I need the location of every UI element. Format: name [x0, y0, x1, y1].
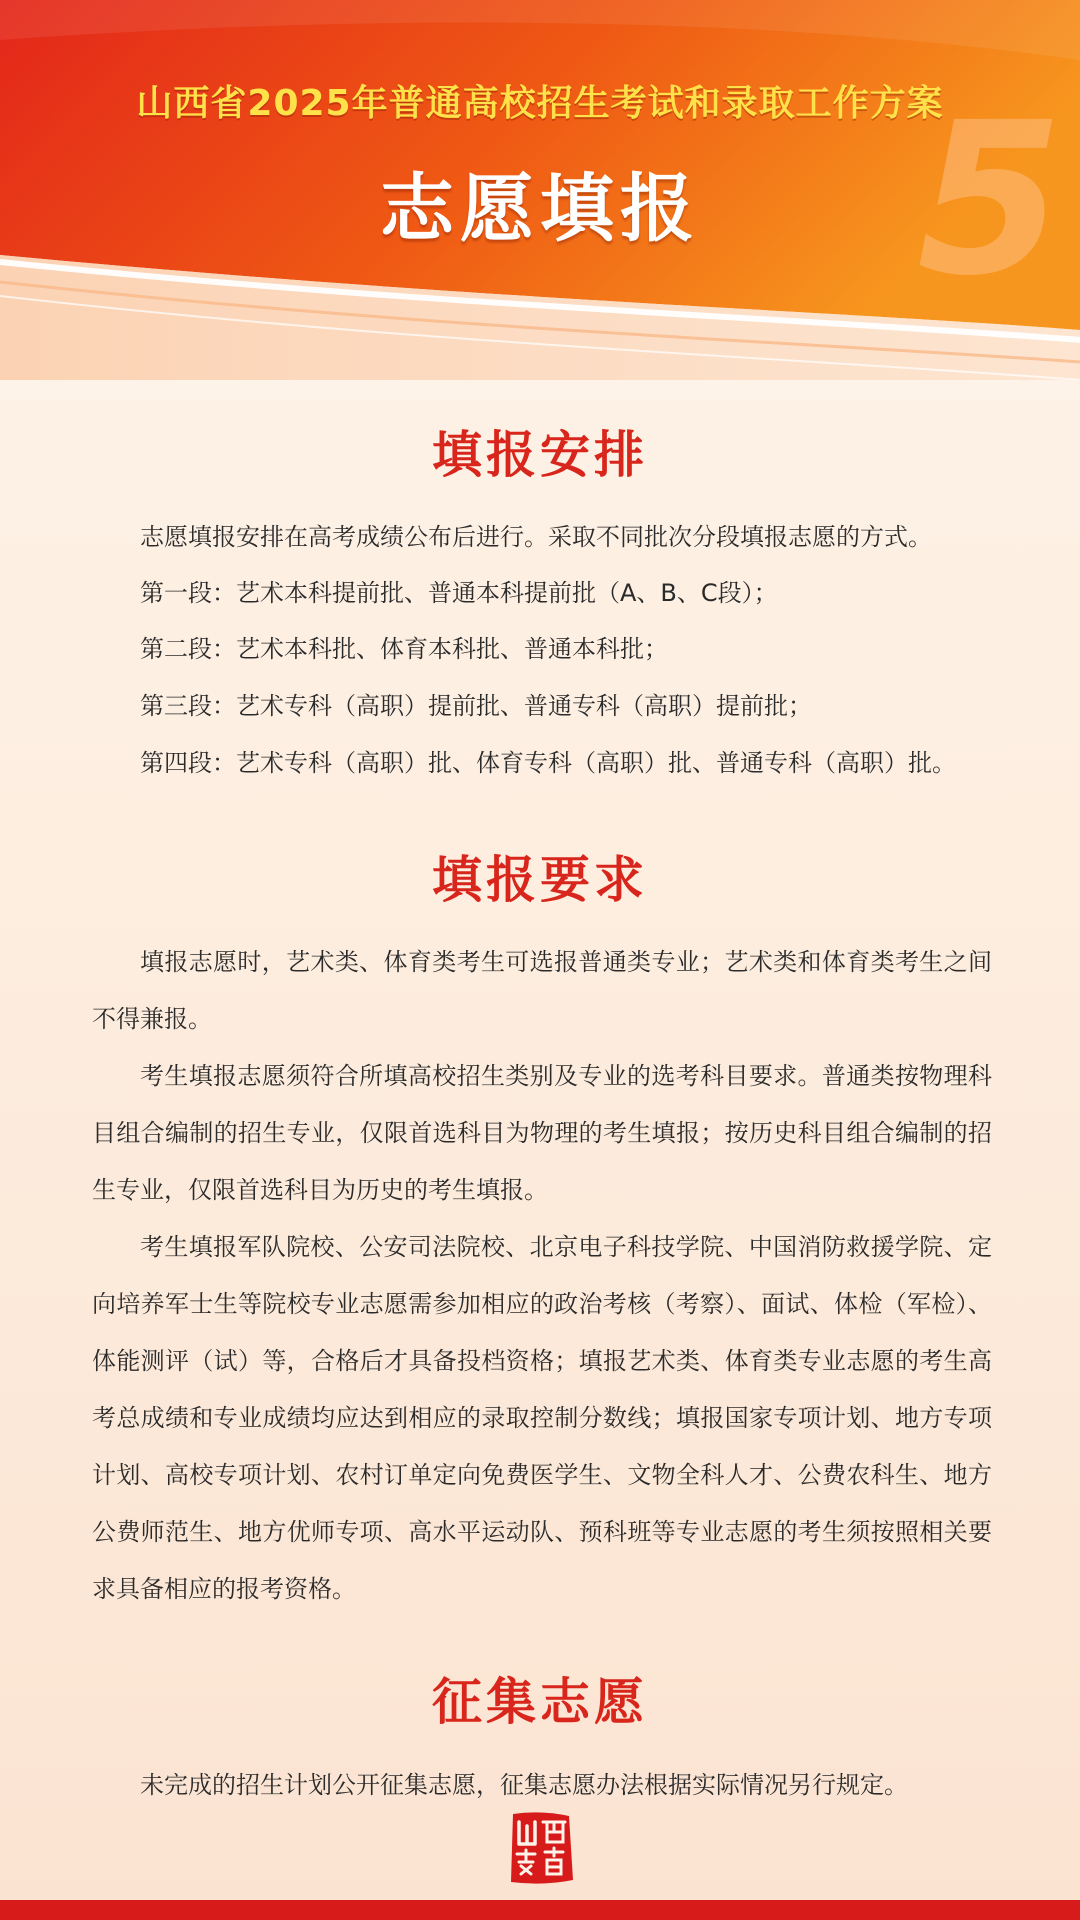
- arrangement-stage-1: 第一段：艺术本科提前批、普通本科提前批（A、B、C段）；: [140, 579, 778, 607]
- heading-arrangement: 填报安排: [432, 426, 648, 484]
- requirements-paragraph-1: 填报志愿时，艺术类、体育类考生可选报普通类专业；艺术类和体育类考生之间不得兼报。: [92, 948, 992, 1033]
- section-banner-title: 志愿填报: [380, 166, 700, 252]
- solicitation-text: 未完成的招生计划公开征集志愿，征集志愿办法根据实际情况另行规定。: [140, 1771, 908, 1799]
- arrangement-stage-2: 第二段：艺术本科批、体育本科批、普通本科批；: [140, 635, 668, 663]
- header-banner: [0, 0, 1080, 400]
- arrangement-intro: 志愿填报安排在高考成绩公布后进行。采取不同批次分段填报志愿的方式。: [140, 523, 932, 551]
- arrangement-stage-3: 第三段：艺术专科（高职）提前批、普通专科（高职）提前批；: [140, 692, 812, 720]
- arrangement-stage-4: 第四段：艺术专科（高职）批、体育专科（高职）批、普通专科（高职）批。: [140, 749, 956, 777]
- shanxi-education-seal-logo: [503, 1808, 579, 1888]
- requirements-paragraph-3: 考生填报军队院校、公安司法院校、北京电子科技学院、中国消防救援学院、定向培养军士生等院校专业志愿需参加相应的政治考核（考察）、面试、体检（军检）、体能测评（试）等，合格后才具备投档资格；填报艺术类、体育类专业志愿的考生高考总成绩和专业成绩均应达到相应的录取控制分数线；填报国家专项计划、地方专项计划、高校专项计划、农村订单定向免费医学生、文物全科人才、公费农科生、地方公费师范生、地方优师专项、高水平运动队、预科班等专业志愿的考生须按照相关要求具备相应的报考资格。: [92, 1233, 992, 1603]
- bottom-bar: [0, 1900, 1080, 1920]
- requirements-paragraph-2: 考生填报志愿须符合所填高校招生类别及专业的选考科目要求。普通类按物理科目组合编制的招生专业，仅限首选科目为物理的考生填报；按历史科目组合编制的招生专业，仅限首选科目为历史的考生填报。: [92, 1062, 992, 1204]
- heading-requirements: 填报要求: [432, 851, 648, 909]
- heading-solicitation: 征集志愿: [432, 1673, 648, 1731]
- section-number: 5: [916, 77, 1064, 322]
- document-title: 山西省2025年普通高校招生考试和录取工作方案: [136, 83, 944, 124]
